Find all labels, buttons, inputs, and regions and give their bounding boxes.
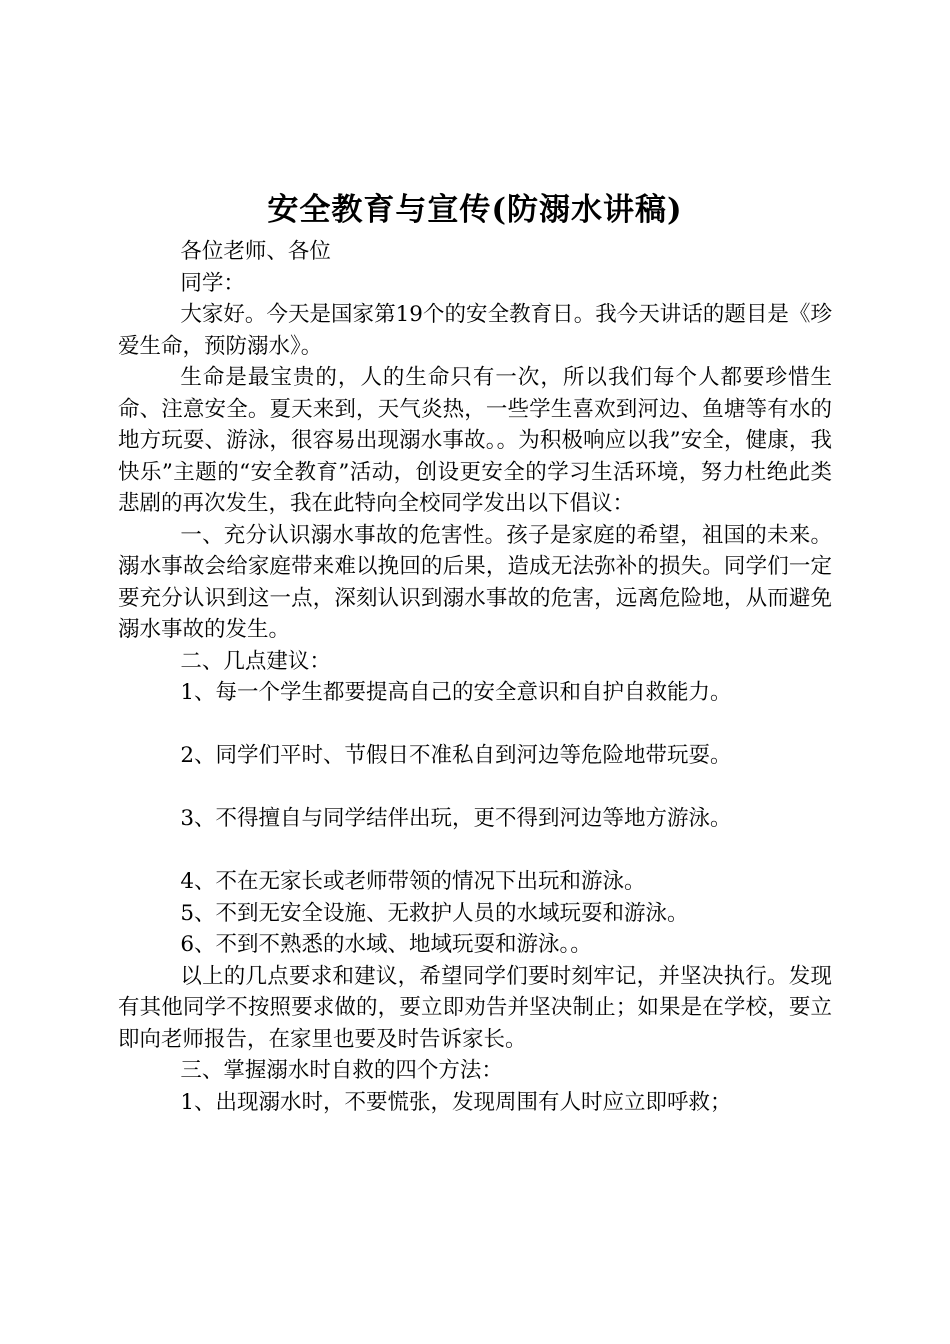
suggestion-3: 3、不得擅自与同学结伴出玩，更不得到河边等地方游泳。	[180, 806, 732, 831]
section-one-paragraph: 一、充分认识溺水事故的危害性。孩子是家庭的希望，祖国的未来。溺水事故会给家庭带来难以挽回的后果，造成无法弥补的损失。同学们一定要充分认识到这一点，深刻认识到溺水事故的危害，远离危险地，从而避免溺水事故的发生。	[118, 522, 832, 642]
self-rescue-method-1: 1、出现溺水时，不要慌张，发现周围有人时应立即呼救；	[180, 1089, 732, 1115]
salutation-line-2: 同学：	[180, 270, 245, 296]
salutation-line-1: 各位老师、各位	[180, 239, 331, 264]
suggestion-2: 2、同学们平时、节假日不准私自到河边等危险地带玩耍。	[180, 743, 732, 768]
summary-paragraph: 以上的几点要求和建议，希望同学们要时刻牢记，并坚决执行。发现有其他同学不按照要求做的，要立即劝告并坚决制止；如果是在学校，要立即向老师报告，在家里也要及时告诉家长。	[118, 963, 832, 1052]
suggestion-6: 6、不到不熟悉的水域、地域玩耍和游泳。。	[180, 932, 592, 957]
life-paragraph: 生命是最宝贵的，人的生命只有一次，所以我们每个人都要珍惜生命、注意安全。夏天来到，天气炎热，一些学生喜欢到河边、鱼塘等有水的地方玩耍、游泳，很容易出现溺水事故。。为积极响应以我”安全，健康，我快乐”主题的“安全教育”活动，创设更安全的学习生活环境，努力杜绝此类悲剧的再次发生，我在此特向全校同学发出以下倡议：	[118, 365, 832, 516]
opening-paragraph: 大家好。今天是国家第19个的安全教育日。我今天讲话的题目是《珍爱生命，预防溺水》。	[118, 302, 832, 359]
suggestion-1: 1、每一个学生都要提高自己的安全意识和自护自救能力。	[180, 680, 732, 705]
document-body	[118, 236, 832, 1118]
section-two-heading: 二、几点建议：	[180, 648, 331, 674]
section-three-heading: 三、掌握溺水时自救的四个方法：	[180, 1058, 503, 1083]
suggestion-4: 4、不在无家长或老师带领的情况下出玩和游泳。	[180, 869, 646, 894]
document-title: 安全教育与宣传(防溺水讲稿)	[267, 192, 683, 228]
suggestion-5: 5、不到无安全设施、无救护人员的水域玩耍和游泳。	[180, 900, 689, 926]
